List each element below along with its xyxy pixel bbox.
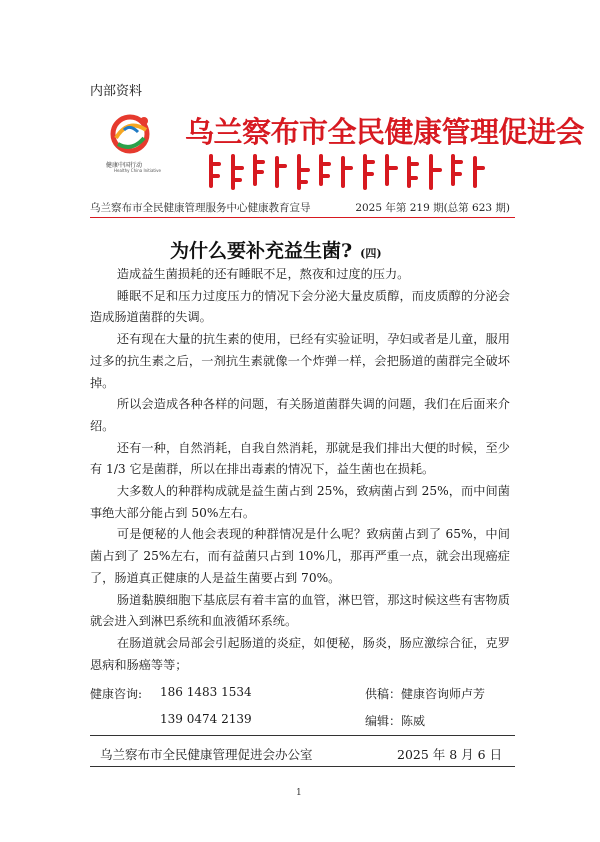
header-divider: [90, 217, 515, 218]
paragraph: 肠道黏膜细胞下基底层有着丰富的血管，淋巴管，那这时候这些有害物质就会进入到淋巴系统和血液循环系统。: [90, 592, 510, 629]
article-title: [170, 236, 382, 263]
logo-caption: 健康中国行动: [106, 162, 143, 169]
footer-divider-bottom: [90, 766, 515, 767]
publisher-name: 乌兰察布市全民健康管理服务中心健康教育宣导: [90, 202, 311, 214]
paragraph: 在肠道就会局部会引起肠道的炎症，如便秘，肠炎，肠应激综合征，克罗恩病和肠癌等等；: [90, 635, 510, 672]
org-title: 乌兰察布市全民健康管理促进会: [185, 115, 585, 149]
article-body: [90, 264, 510, 676]
phone-number-1: 186 1483 1534: [160, 685, 252, 699]
internal-material-label: 内部资料: [90, 84, 143, 99]
mongolian-script-title-icon: [205, 150, 485, 192]
logo-caption-en: Healthy China Initiative: [114, 168, 161, 173]
paragraph: 造成益生菌损耗的还有睡眠不足，熬夜和过度的压力。: [116, 267, 410, 281]
paragraph: 所以会造成各种各样的问题，有关肠道菌群失调的问题，我们在后面来介绍。: [90, 397, 510, 433]
office-name: 乌兰察布市全民健康管理促进会办公室: [100, 747, 313, 762]
phone-number-2: 139 0474 2139: [160, 712, 252, 726]
paragraph: 可是便秘的人他会表现的种群情况是什么呢？致病菌占到了 65%，中间菌占到了 25%左右，而有益菌只占到 10%几，那再严重一点，就会出现癌症了，肠道真正健康的人是益生菌要占到 70%。: [90, 527, 510, 585]
paragraph: 还有一种，自然消耗，自我自然消耗，那就是我们排出大便的时候，至少有 1/3 它是菌群，所以在排出毒素的情况下，益生菌也在损耗。: [90, 440, 510, 477]
article-part: (四): [360, 247, 382, 260]
paragraph: 还有现在大量的抗生素的使用，已经有实验证明，孕妇或者是儿童，服用过多的抗生素之后，一剂抗生素就像一个炸弹一样，会把肠道的菌群完全破坏掉。: [90, 332, 510, 390]
publish-date: 2025 年 8 月 6 日: [397, 747, 503, 762]
article-title-text: 为什么要补充益生菌?: [170, 240, 353, 262]
issue-number: 2025 年第 219 期(总第 623 期): [355, 202, 510, 214]
page-number: 1: [296, 788, 302, 798]
footer-divider-top: [90, 735, 515, 736]
paragraph: 大多数人的种群构成就是益生菌占到 25%，致病菌占到 25%，而中间菌事绝大部分能占到 50%左右。: [90, 484, 510, 520]
editor-credit: 编辑：陈威: [365, 714, 426, 728]
health-consult-label: 健康咨询:: [90, 687, 143, 701]
paragraph: 睡眠不足和压力过度压力的情况下会分泌大量皮质醇，而皮质醇的分泌会造成肠道菌群的失调。: [90, 288, 510, 325]
author-credit: 供稿：健康咨询师卢芳: [365, 687, 486, 701]
